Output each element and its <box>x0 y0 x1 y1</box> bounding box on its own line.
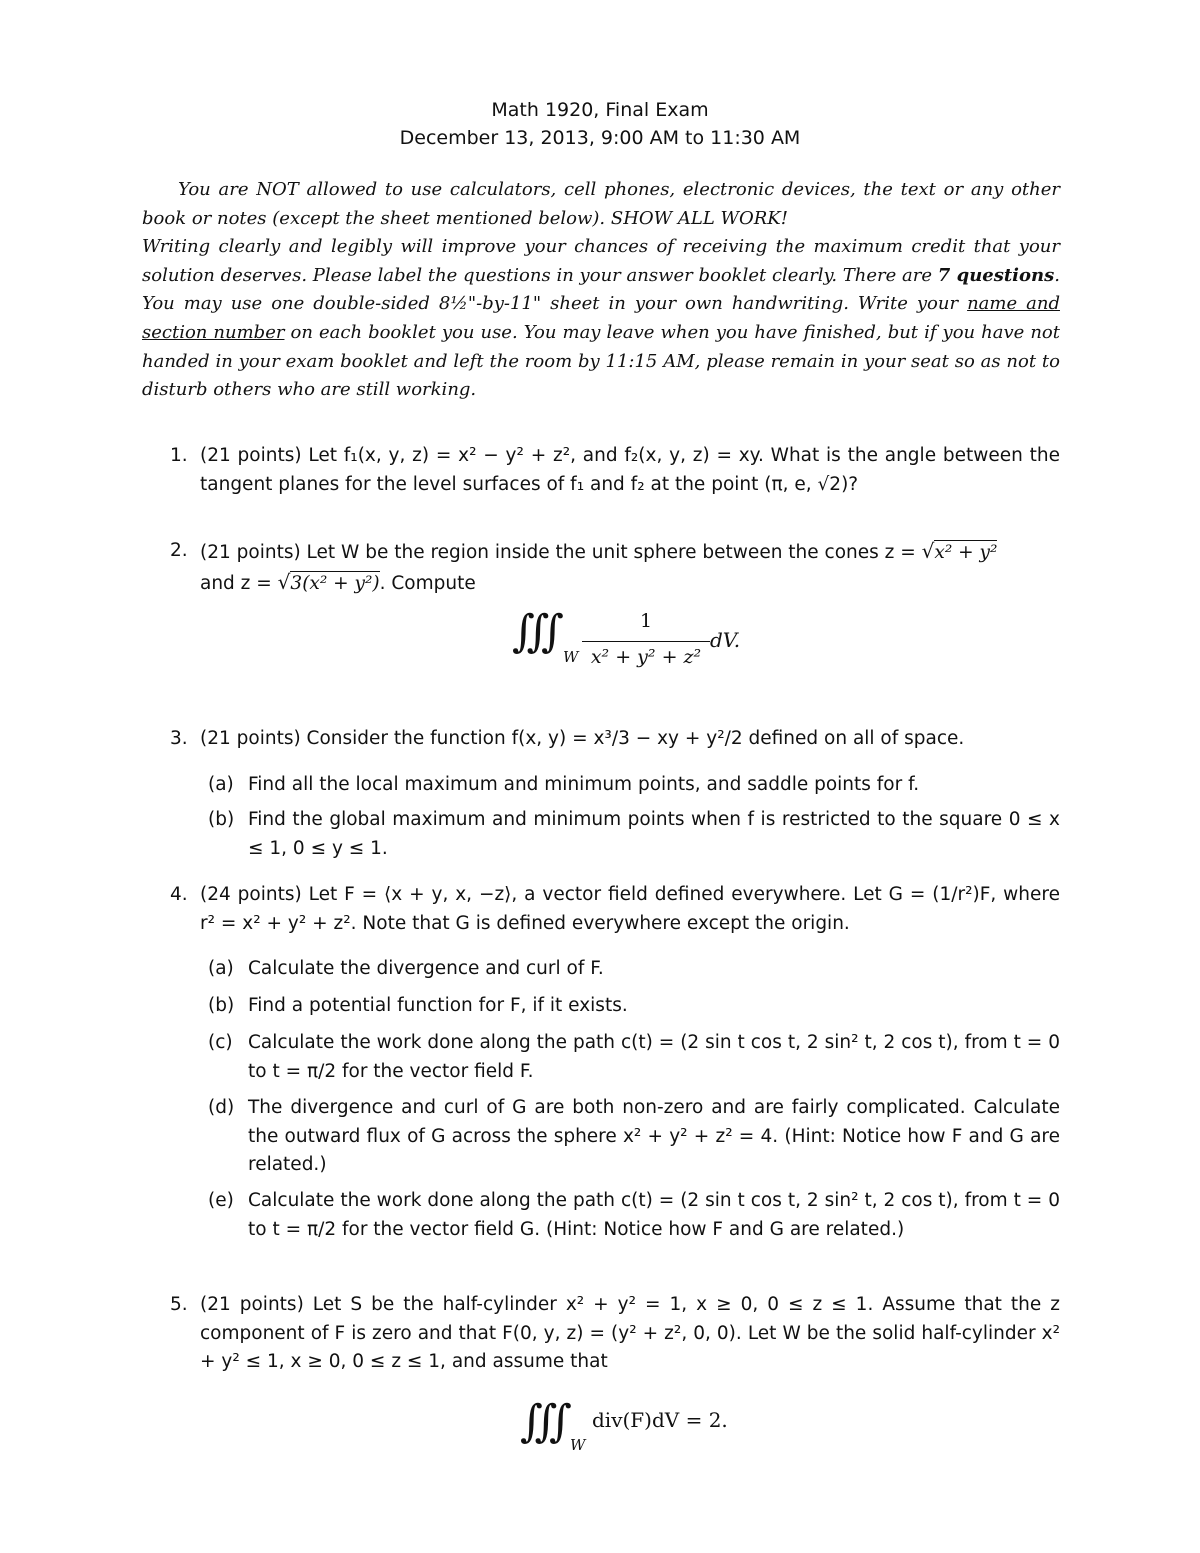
question-3a: (a) Find all the local maximum and minimum points, and saddle points for f. <box>208 774 920 795</box>
fraction-denominator: x² + y² + z² <box>590 646 702 668</box>
question-3b: (b) Find the global maximum and minimum points when f is restricted to the square 0 ≤ x ≤ 1, 0 ≤ y ≤ 1. <box>208 809 1060 859</box>
instructions-p2: Writing clearly and legibly will improve your chances of receiving the maximum credit that your solution deserves. Please label the questions in your answer booklet clearly. There are 7 questions. You may use one double-sided 8½"-by-11" sheet in your own handwriting. Write your name and section number on each booklet you use. You may leave when you have finished, but if you have not handed in your exam booklet and left the room by 11:15 AM, please remain in your seat so as not to disturb others who are still working. <box>142 236 1060 401</box>
exam-title: Math 1920, Final Exam <box>491 99 709 121</box>
question-2 <box>170 537 1060 598</box>
question-3 <box>170 725 1060 754</box>
question-number: 4. <box>170 884 188 905</box>
question-text: (21 points) Consider the function f(x, y) = x³/3 − xy + y²/2 defined on all of space. <box>200 728 965 749</box>
question-number: 1. <box>170 445 188 466</box>
question-text: (21 points) Let W be the region inside the unit sphere between the cones z = √x² + y² and z = √3(x² + y²). Compute <box>200 539 998 594</box>
exam-page: Math 1920, Final Exam December 13, 2013, 9:00 AM to 11:30 AM You are NOT allowed to use calculators, cell phones, electronic devices, the text or any other book or notes (except the sheet mentioned below). SHOW ALL WORK! Writing clearly and legibly will improve your chances of receiving the maximum credit that your solution deserves. Please label the questions in your answer booklet clearly. There are 7 questions. You may use one double-sided 8½"-by-11" sheet in your own handwriting. Write your name and section number on each booklet you use. You may leave when you have finished, but if you have not handed in your exam booklet and left the room by 11:15 AM, please remain in your seat so as not to disturb others who are still working. 1. (21 points) Let f₁(x, y, z) = x² − y² + z², and f₂(x, y, z) = xy. What is the angle between the tangent planes for the level surfaces of f₁ and f₂ at the point (π, e, √2)? 2. (21 points) Let W be the region inside the unit sphere between the cones z = √x² + y² and z = √3(x² + y²). Compute ∭ W 1 x² + y² + z² dV. 3. (21 points) Consider the function f(x, y) = x³/3 − xy + y²/2 defined on all of space. (a) Find all the local maximum and minimum points, and saddle points for f. (b) Find the global maximum and minimum points when f is restricted to the square 0 ≤ x ≤ 1, 0 ≤ y ≤ 1. 4. (24 points) Let F = ⟨x + y, x, −z⟩, a vector field defined everywhere. Let G = (1/r²)F, where r² = x² + y² + z². Note that G is defined everywhere except the origin. (a) Calculate the divergence and curl of F. (b) Find a potential function for F, if it exists. (c) Calculate the work done along the path c(t) = (2 sin t cos t, 2 sin² t, 2 cos t), from t = 0 to t = π/2 for the vector field F. (d) The divergence and curl of G are both non-zero and are fairly complicated. Calculate the outward flux of G across the sphere x² + y² + z² = 4. (Hint: Notice how F and G are related.) (e) Calculate the work done along the path c(t) = (2 sin t cos t, 2 sin² t, 2 cos t), from t = 0 to t = π/2 for the vector field G. (Hint: Notice how F and G are related.) 5. (21 points) Let S be the half-cylinder x² + y² = 1, x ≥ 0, 0 ≤ z ≤ 1. Assume that the z component of F is zero and that F(0, y, z) = (y² + z², 0, 0). Let W be the solid half-cylinder x² + y² ≤ 1, x ≥ 0, 0 ≤ z ≤ 1, and assume that ∭ W div(F)dV = 2. <box>0 0 1200 1553</box>
question-4c: (c) Calculate the work done along the path c(t) = (2 sin t cos t, 2 sin² t, 2 cos t), from t = 0 to t = π/2 for the vector field F. <box>208 1032 1060 1082</box>
question-count: 7 questions <box>937 264 1055 286</box>
question-number: 2. <box>170 540 188 561</box>
question-4d: (d) The divergence and curl of G are both non-zero and are fairly complicated. Calculate the outward flux of G across the sphere x² + y² + z² = 4. (Hint: Notice how F and G are related.) <box>208 1097 1060 1175</box>
instructions <box>142 176 1060 405</box>
question-number: 5. <box>170 1294 188 1315</box>
sqrt-expression: 3(x² + y²) <box>290 572 380 594</box>
exam-date: December 13, 2013, 9:00 AM to 11:30 AM <box>399 127 801 149</box>
question-4b: (b) Find a potential function for F, if it exists. <box>208 995 628 1016</box>
fraction-numerator: 1 <box>639 610 653 632</box>
question-4e: (e) Calculate the work done along the path c(t) = (2 sin t cos t, 2 sin² t, 2 cos t), from t = 0 to t = π/2 for the vector field G. (Hint: Notice how F and G are related.) <box>208 1190 1060 1240</box>
question-number: 3. <box>170 728 188 749</box>
instructions-p1: You are NOT allowed to use calculators, cell phones, electronic devices, the text or any other book or notes (except the sheet mentioned below). SHOW ALL WORK! <box>142 179 1060 229</box>
question-text: (24 points) Let F = ⟨x + y, x, −z⟩, a vector field defined everywhere. Let G = (1/r²)F, where r² = x² + y² + z². Note that G is defined everywhere except the origin. <box>200 884 1060 934</box>
question-text: (21 points) Let S be the half-cylinder x² + y² = 1, x ≥ 0, 0 ≤ z ≤ 1. Assume that the z component of F is zero and that F(0, y, z) = (y² + z², 0, 0). Let W be the solid half-cylinder x² + y² ≤ 1, x ≥ 0, 0 ≤ z ≤ 1, and assume that <box>200 1294 1060 1372</box>
exam-header <box>0 96 1200 152</box>
question-4 <box>170 881 1060 938</box>
question-4a: (a) Calculate the divergence and curl of F. <box>208 958 604 979</box>
name-section-underline: name and section number <box>142 293 1060 343</box>
sqrt-expression: x² + y² <box>934 542 998 563</box>
question-text: (21 points) Let f₁(x, y, z) = x² − y² + z², and f₂(x, y, z) = xy. What is the angle between the tangent planes for the level surfaces of f₁ and f₂ at the point (π, e, √2)? <box>200 445 1060 495</box>
question-1 <box>170 442 1060 499</box>
question-5 <box>170 1291 1060 1377</box>
